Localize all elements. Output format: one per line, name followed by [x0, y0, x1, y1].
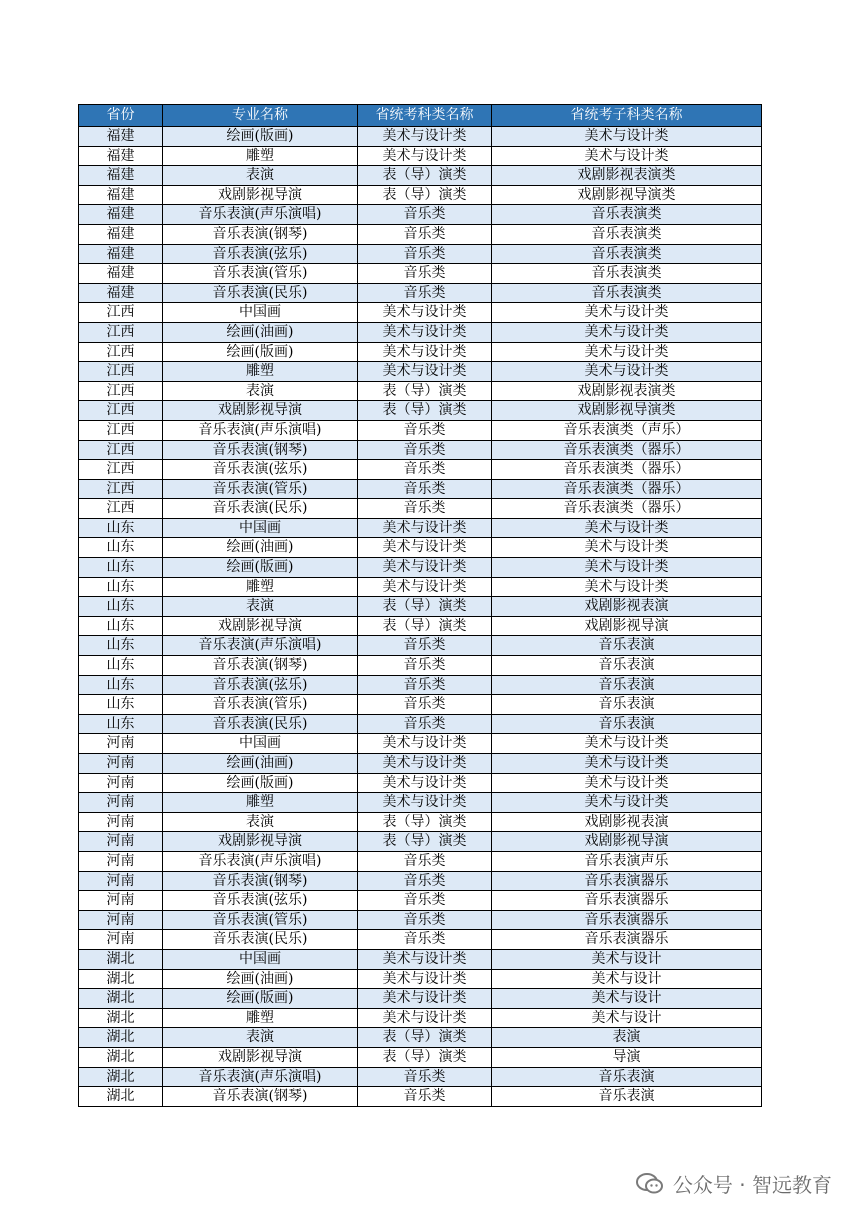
- cell-category: 美术与设计类: [358, 146, 492, 166]
- cell-subcategory: 戏剧影视导演类: [492, 185, 762, 205]
- cell-major-name: 绘画(版画): [163, 558, 358, 578]
- cell-category: 音乐类: [358, 695, 492, 715]
- header-subcategory: 省统考子科类名称: [492, 105, 762, 127]
- cell-major-name: 绘画(油画): [163, 754, 358, 774]
- cell-province: 山东: [79, 675, 163, 695]
- table-row: [79, 342, 762, 362]
- cell-subcategory: 音乐表演: [492, 636, 762, 656]
- cell-subcategory: 戏剧影视表演: [492, 597, 762, 617]
- cell-subcategory: 戏剧影视导演: [492, 832, 762, 852]
- cell-subcategory: 美术与设计类: [492, 734, 762, 754]
- cell-province: 山东: [79, 695, 163, 715]
- cell-category: 音乐类: [358, 205, 492, 225]
- cell-category: 表（导）演类: [358, 185, 492, 205]
- cell-subcategory: 美术与设计类: [492, 303, 762, 323]
- cell-major-name: 雕塑: [163, 146, 358, 166]
- header-row: [79, 105, 762, 127]
- cell-category: 音乐类: [358, 656, 492, 676]
- table-row: [79, 1028, 762, 1048]
- cell-major-name: 音乐表演(民乐): [163, 714, 358, 734]
- table-row: [79, 205, 762, 225]
- cell-subcategory: 美术与设计类: [492, 558, 762, 578]
- cell-province: 福建: [79, 264, 163, 284]
- cell-subcategory: 音乐表演: [492, 656, 762, 676]
- cell-province: 山东: [79, 558, 163, 578]
- cell-province: 河南: [79, 930, 163, 950]
- cell-category: 表（导）演类: [358, 1028, 492, 1048]
- cell-major-name: 音乐表演(民乐): [163, 930, 358, 950]
- cell-subcategory: 美术与设计: [492, 1008, 762, 1028]
- table-row: [79, 930, 762, 950]
- table-row: [79, 695, 762, 715]
- cell-subcategory: 美术与设计类: [492, 518, 762, 538]
- cell-subcategory: 音乐表演: [492, 1087, 762, 1107]
- table-row: [79, 871, 762, 891]
- cell-subcategory: 音乐表演类（器乐）: [492, 479, 762, 499]
- table-row: [79, 832, 762, 852]
- cell-province: 河南: [79, 773, 163, 793]
- wechat-channel-icon: [635, 1172, 665, 1196]
- cell-province: 湖北: [79, 969, 163, 989]
- cell-province: 江西: [79, 342, 163, 362]
- table-row: [79, 1008, 762, 1028]
- cell-major-name: 中国画: [163, 303, 358, 323]
- cell-subcategory: 戏剧影视表演: [492, 812, 762, 832]
- watermark: [635, 1169, 832, 1198]
- cell-subcategory: 音乐表演: [492, 695, 762, 715]
- cell-category: 音乐类: [358, 1067, 492, 1087]
- cell-category: 表（导）演类: [358, 381, 492, 401]
- header-category: 省统考科类名称: [358, 105, 492, 127]
- cell-subcategory: 音乐表演类: [492, 224, 762, 244]
- cell-subcategory: 音乐表演类: [492, 283, 762, 303]
- table-row: [79, 577, 762, 597]
- cell-province: 福建: [79, 166, 163, 186]
- cell-province: 湖北: [79, 1028, 163, 1048]
- cell-category: 美术与设计类: [358, 538, 492, 558]
- cell-category: 音乐类: [358, 499, 492, 519]
- cell-subcategory: 音乐表演器乐: [492, 871, 762, 891]
- cell-major-name: 戏剧影视导演: [163, 185, 358, 205]
- cell-category: 表（导）演类: [358, 812, 492, 832]
- table-row: [79, 1047, 762, 1067]
- cell-major-name: 音乐表演(管乐): [163, 695, 358, 715]
- cell-province: 江西: [79, 362, 163, 382]
- cell-province: 湖北: [79, 989, 163, 1009]
- cell-major-name: 绘画(油画): [163, 322, 358, 342]
- cell-major-name: 音乐表演(声乐演唱): [163, 851, 358, 871]
- cell-category: 美术与设计类: [358, 989, 492, 1009]
- cell-major-name: 音乐表演(管乐): [163, 479, 358, 499]
- cell-province: 湖北: [79, 1047, 163, 1067]
- table-row: [79, 793, 762, 813]
- cell-subcategory: 戏剧影视导演类: [492, 401, 762, 421]
- table-row: [79, 714, 762, 734]
- table-body: [79, 127, 762, 1107]
- table-row: [79, 949, 762, 969]
- cell-major-name: 表演: [163, 597, 358, 617]
- cell-major-name: 绘画(版画): [163, 127, 358, 147]
- cell-category: 表（导）演类: [358, 597, 492, 617]
- cell-subcategory: 美术与设计类: [492, 577, 762, 597]
- cell-category: 美术与设计类: [358, 127, 492, 147]
- table-row: [79, 264, 762, 284]
- cell-category: 表（导）演类: [358, 1047, 492, 1067]
- table-row: [79, 656, 762, 676]
- cell-province: 江西: [79, 381, 163, 401]
- cell-province: 福建: [79, 224, 163, 244]
- cell-province: 湖北: [79, 1087, 163, 1107]
- cell-major-name: 音乐表演(弦乐): [163, 891, 358, 911]
- table-row: [79, 969, 762, 989]
- cell-major-name: 音乐表演(弦乐): [163, 244, 358, 264]
- table-row: [79, 518, 762, 538]
- cell-subcategory: 音乐表演类（声乐）: [492, 420, 762, 440]
- cell-province: 江西: [79, 479, 163, 499]
- cell-subcategory: 美术与设计类: [492, 127, 762, 147]
- cell-province: 河南: [79, 891, 163, 911]
- cell-province: 福建: [79, 244, 163, 264]
- cell-category: 音乐类: [358, 244, 492, 264]
- table-row: [79, 322, 762, 342]
- cell-province: 山东: [79, 577, 163, 597]
- cell-category: 美术与设计类: [358, 969, 492, 989]
- cell-major-name: 音乐表演(声乐演唱): [163, 636, 358, 656]
- cell-category: 美术与设计类: [358, 518, 492, 538]
- header-province: 省份: [79, 105, 163, 127]
- table-row: [79, 1067, 762, 1087]
- cell-major-name: 雕塑: [163, 362, 358, 382]
- cell-subcategory: 音乐表演类: [492, 264, 762, 284]
- cell-province: 江西: [79, 303, 163, 323]
- cell-major-name: 中国画: [163, 734, 358, 754]
- cell-category: 美术与设计类: [358, 793, 492, 813]
- table-row: [79, 499, 762, 519]
- cell-province: 福建: [79, 127, 163, 147]
- cell-province: 河南: [79, 871, 163, 891]
- cell-category: 音乐类: [358, 871, 492, 891]
- cell-category: 美术与设计类: [358, 949, 492, 969]
- cell-province: 江西: [79, 440, 163, 460]
- cell-category: 美术与设计类: [358, 303, 492, 323]
- cell-province: 山东: [79, 597, 163, 617]
- cell-province: 福建: [79, 185, 163, 205]
- cell-province: 江西: [79, 401, 163, 421]
- cell-province: 山东: [79, 714, 163, 734]
- cell-category: 表（导）演类: [358, 166, 492, 186]
- cell-major-name: 戏剧影视导演: [163, 1047, 358, 1067]
- cell-category: 音乐类: [358, 224, 492, 244]
- cell-province: 山东: [79, 518, 163, 538]
- cell-subcategory: 音乐表演: [492, 675, 762, 695]
- cell-province: 河南: [79, 832, 163, 852]
- cell-province: 河南: [79, 793, 163, 813]
- cell-subcategory: 音乐表演类: [492, 205, 762, 225]
- cell-major-name: 音乐表演(管乐): [163, 264, 358, 284]
- cell-subcategory: 戏剧影视表演类: [492, 166, 762, 186]
- cell-category: 美术与设计类: [358, 322, 492, 342]
- cell-subcategory: 音乐表演类（器乐）: [492, 460, 762, 480]
- table-row: [79, 675, 762, 695]
- cell-major-name: 表演: [163, 166, 358, 186]
- cell-province: 河南: [79, 851, 163, 871]
- cell-province: 江西: [79, 322, 163, 342]
- table-row: [79, 812, 762, 832]
- cell-subcategory: 戏剧影视表演类: [492, 381, 762, 401]
- cell-major-name: 戏剧影视导演: [163, 616, 358, 636]
- cell-category: 美术与设计类: [358, 1008, 492, 1028]
- cell-major-name: 音乐表演(弦乐): [163, 675, 358, 695]
- cell-major-name: 绘画(版画): [163, 989, 358, 1009]
- cell-category: 音乐类: [358, 714, 492, 734]
- cell-major-name: 表演: [163, 812, 358, 832]
- header-major-name: 专业名称: [163, 105, 358, 127]
- cell-subcategory: 美术与设计类: [492, 538, 762, 558]
- table-row: [79, 401, 762, 421]
- cell-subcategory: 美术与设计: [492, 969, 762, 989]
- cell-category: 音乐类: [358, 1087, 492, 1107]
- cell-province: 福建: [79, 146, 163, 166]
- cell-major-name: 雕塑: [163, 793, 358, 813]
- major-category-table: [78, 104, 762, 1107]
- cell-category: 音乐类: [358, 460, 492, 480]
- cell-category: 美术与设计类: [358, 773, 492, 793]
- cell-province: 福建: [79, 283, 163, 303]
- cell-category: 音乐类: [358, 440, 492, 460]
- cell-subcategory: 音乐表演器乐: [492, 910, 762, 930]
- cell-category: 音乐类: [358, 930, 492, 950]
- cell-major-name: 中国画: [163, 518, 358, 538]
- cell-province: 湖北: [79, 1008, 163, 1028]
- table-row: [79, 910, 762, 930]
- cell-subcategory: 音乐表演类（器乐）: [492, 440, 762, 460]
- cell-subcategory: 音乐表演: [492, 1067, 762, 1087]
- cell-subcategory: 表演: [492, 1028, 762, 1048]
- cell-major-name: 戏剧影视导演: [163, 832, 358, 852]
- cell-category: 音乐类: [358, 636, 492, 656]
- cell-subcategory: 美术与设计类: [492, 322, 762, 342]
- cell-category: 音乐类: [358, 891, 492, 911]
- table-row: [79, 989, 762, 1009]
- cell-category: 美术与设计类: [358, 734, 492, 754]
- table-row: [79, 734, 762, 754]
- table-row: [79, 616, 762, 636]
- table-row: [79, 185, 762, 205]
- cell-major-name: 绘画(油画): [163, 538, 358, 558]
- cell-major-name: 音乐表演(声乐演唱): [163, 420, 358, 440]
- cell-subcategory: 戏剧影视导演: [492, 616, 762, 636]
- cell-province: 山东: [79, 636, 163, 656]
- cell-subcategory: 音乐表演声乐: [492, 851, 762, 871]
- cell-province: 湖北: [79, 949, 163, 969]
- cell-subcategory: 音乐表演器乐: [492, 891, 762, 911]
- cell-subcategory: 美术与设计类: [492, 793, 762, 813]
- cell-major-name: 音乐表演(钢琴): [163, 224, 358, 244]
- cell-major-name: 音乐表演(钢琴): [163, 871, 358, 891]
- table-row: [79, 851, 762, 871]
- cell-subcategory: 美术与设计: [492, 989, 762, 1009]
- cell-subcategory: 音乐表演器乐: [492, 930, 762, 950]
- cell-category: 音乐类: [358, 910, 492, 930]
- cell-subcategory: 美术与设计类: [492, 146, 762, 166]
- cell-category: 表（导）演类: [358, 832, 492, 852]
- cell-major-name: 音乐表演(钢琴): [163, 656, 358, 676]
- cell-province: 山东: [79, 656, 163, 676]
- cell-province: 河南: [79, 754, 163, 774]
- cell-province: 山东: [79, 616, 163, 636]
- table-row: [79, 283, 762, 303]
- cell-category: 音乐类: [358, 479, 492, 499]
- cell-province: 江西: [79, 460, 163, 480]
- cell-category: 美术与设计类: [358, 362, 492, 382]
- cell-province: 湖北: [79, 1067, 163, 1087]
- table-row: [79, 460, 762, 480]
- cell-major-name: 绘画(版画): [163, 342, 358, 362]
- cell-major-name: 中国画: [163, 949, 358, 969]
- table-row: [79, 381, 762, 401]
- cell-category: 美术与设计类: [358, 577, 492, 597]
- cell-province: 福建: [79, 205, 163, 225]
- cell-major-name: 戏剧影视导演: [163, 401, 358, 421]
- table-row: [79, 773, 762, 793]
- data-table: [78, 104, 762, 1107]
- table-row: [79, 558, 762, 578]
- table-row: [79, 636, 762, 656]
- cell-subcategory: 美术与设计类: [492, 773, 762, 793]
- cell-category: 音乐类: [358, 851, 492, 871]
- cell-subcategory: 音乐表演: [492, 714, 762, 734]
- table-row: [79, 362, 762, 382]
- cell-category: 美术与设计类: [358, 754, 492, 774]
- cell-subcategory: 导演: [492, 1047, 762, 1067]
- cell-major-name: 表演: [163, 381, 358, 401]
- cell-subcategory: 音乐表演类: [492, 244, 762, 264]
- cell-province: 河南: [79, 910, 163, 930]
- cell-major-name: 音乐表演(钢琴): [163, 1087, 358, 1107]
- cell-major-name: 音乐表演(民乐): [163, 283, 358, 303]
- table-row: [79, 597, 762, 617]
- cell-category: 音乐类: [358, 264, 492, 284]
- cell-major-name: 绘画(版画): [163, 773, 358, 793]
- cell-province: 山东: [79, 538, 163, 558]
- cell-category: 音乐类: [358, 675, 492, 695]
- cell-category: 表（导）演类: [358, 616, 492, 636]
- table-row: [79, 754, 762, 774]
- cell-subcategory: 美术与设计类: [492, 754, 762, 774]
- cell-major-name: 雕塑: [163, 1008, 358, 1028]
- cell-major-name: 音乐表演(民乐): [163, 499, 358, 519]
- cell-province: 河南: [79, 812, 163, 832]
- cell-major-name: 雕塑: [163, 577, 358, 597]
- cell-major-name: 绘画(油画): [163, 969, 358, 989]
- cell-category: 音乐类: [358, 420, 492, 440]
- table-row: [79, 127, 762, 147]
- table-row: [79, 479, 762, 499]
- table-row: [79, 224, 762, 244]
- cell-major-name: 音乐表演(声乐演唱): [163, 205, 358, 225]
- cell-major-name: 音乐表演(管乐): [163, 910, 358, 930]
- table-row: [79, 244, 762, 264]
- table-row: [79, 1087, 762, 1107]
- cell-province: 江西: [79, 499, 163, 519]
- table-row: [79, 891, 762, 911]
- cell-major-name: 音乐表演(弦乐): [163, 460, 358, 480]
- cell-major-name: 音乐表演(声乐演唱): [163, 1067, 358, 1087]
- table-row: [79, 166, 762, 186]
- cell-category: 表（导）演类: [358, 401, 492, 421]
- table-row: [79, 538, 762, 558]
- cell-category: 美术与设计类: [358, 558, 492, 578]
- cell-category: 音乐类: [358, 283, 492, 303]
- cell-major-name: 表演: [163, 1028, 358, 1048]
- cell-major-name: 音乐表演(钢琴): [163, 440, 358, 460]
- cell-subcategory: 美术与设计: [492, 949, 762, 969]
- table-row: [79, 420, 762, 440]
- table-row: [79, 146, 762, 166]
- cell-subcategory: 美术与设计类: [492, 342, 762, 362]
- cell-subcategory: 美术与设计类: [492, 362, 762, 382]
- table-row: [79, 303, 762, 323]
- cell-subcategory: 音乐表演类（器乐）: [492, 499, 762, 519]
- cell-category: 美术与设计类: [358, 342, 492, 362]
- watermark-text: 公众号 · 智远教育: [672, 1173, 832, 1197]
- cell-province: 江西: [79, 420, 163, 440]
- table-row: [79, 440, 762, 460]
- cell-province: 河南: [79, 734, 163, 754]
